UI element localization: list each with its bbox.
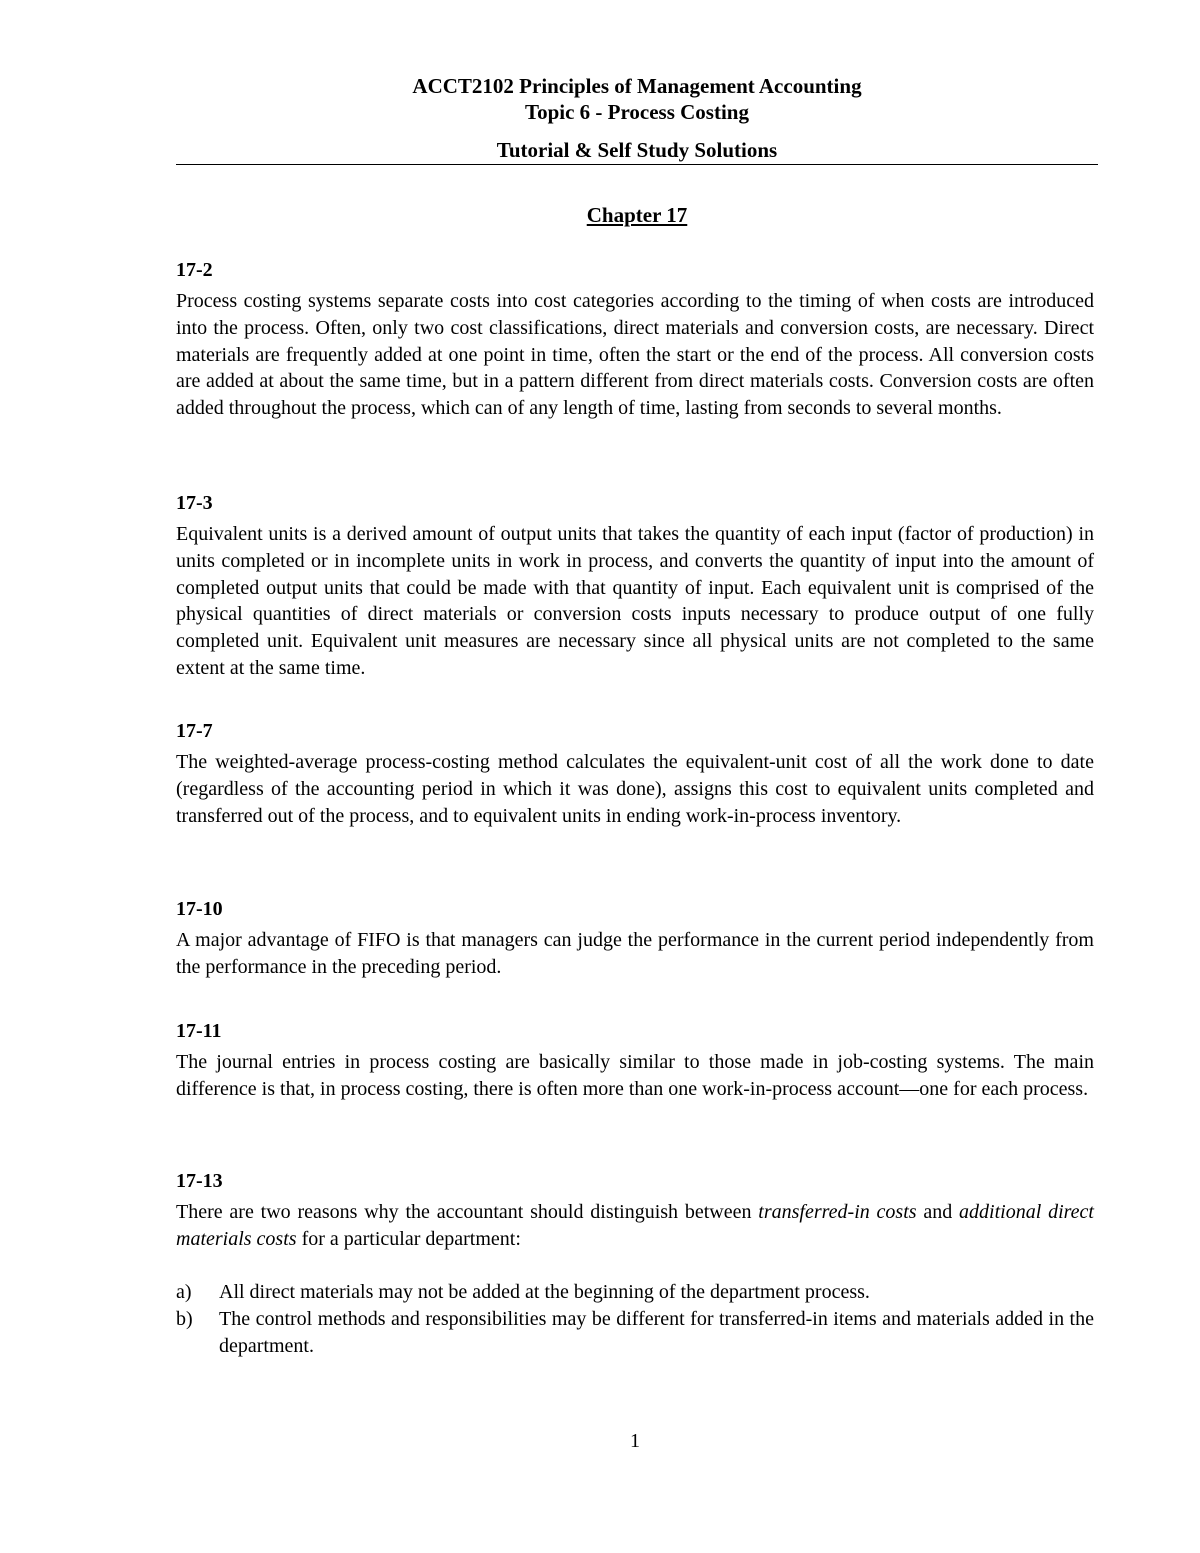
emphasis-term: transferred-in costs <box>758 1201 917 1223</box>
answer-paragraph: Equivalent units is a derived amount of output units that takes the quantity of each input (factor of production) in units completed or in incomplete units in work in process, and converts the quantity of input into the amount of completed output units that could be made with that quantity of input. Each equivalent unit is comprised of the physical quantities of direct materials or conversion costs inputs necessary to produce output of one fully completed unit. Equivalent unit measures are necessary since all physical units are not completed to the same extent at the same time. <box>176 523 1094 679</box>
question-number: 17-7 <box>176 720 213 742</box>
emphasis-term: additional direct materials costs <box>176 1201 1094 1250</box>
list-item <box>176 1279 1094 1306</box>
document-subtitle: Tutorial & Self Study Solutions <box>496 138 778 162</box>
answer-paragraph: The journal entries in process costing are basically similar to those made in job-costing systems. The main difference is that, in process costing, there is often more than one work-in-process account—one for each process. <box>176 1051 1094 1100</box>
page-number: 1 <box>630 1430 640 1452</box>
course-title: ACCT2102 Principles of Management Accounting <box>412 74 862 98</box>
chapter-heading: Chapter 17 <box>586 203 688 227</box>
text-run: and <box>916 1201 960 1223</box>
list-item-text: The control methods and responsibilities may be different for transferred-in items and materials added in the department. <box>219 1308 1094 1357</box>
question-number: 17-11 <box>176 1020 222 1042</box>
list-item-text: All direct materials may not be added at the beginning of the department process. <box>219 1281 870 1303</box>
question-number: 17-10 <box>176 898 223 920</box>
question-number: 17-3 <box>176 492 213 514</box>
answer-paragraph: The weighted-average process-costing method calculates the equivalent-unit cost of all the work done to date (regardless of the accounting period in which it was done), assigns this cost to equivalent units completed and transferred out of the process, and to equivalent units in ending work-in-process inventory. <box>176 751 1094 827</box>
question-number: 17-13 <box>176 1170 223 1192</box>
header-divider <box>176 164 1098 165</box>
question-number: 17-2 <box>176 259 213 281</box>
text-run: for a particular department: <box>296 1227 521 1250</box>
topic-title: Topic 6 - Process Costing <box>524 100 749 124</box>
list-marker: a) <box>176 1281 192 1303</box>
answer-paragraph: Process costing systems separate costs into cost categories according to the timing of when costs are introduced into the process. Often, only two cost classifications, direct materials and conversion costs, are necessary. Direct materials are frequently added at one point in time, often the start or the end of the process. All conversion costs are added at about the same time, but in a pattern different from direct materials costs. Conversion costs are often added throughout the process, which can of any length of time, lasting from seconds to several months. <box>176 290 1094 420</box>
list-marker: b) <box>176 1308 193 1330</box>
answer-paragraph: A major advantage of FIFO is that managers can judge the performance in the current period independently from the performance in the preceding period. <box>176 929 1094 978</box>
answer-paragraph <box>176 1199 1094 1253</box>
list-item <box>176 1306 1094 1360</box>
text-run: There are two reasons why the accountant should distinguish between <box>176 1201 759 1223</box>
